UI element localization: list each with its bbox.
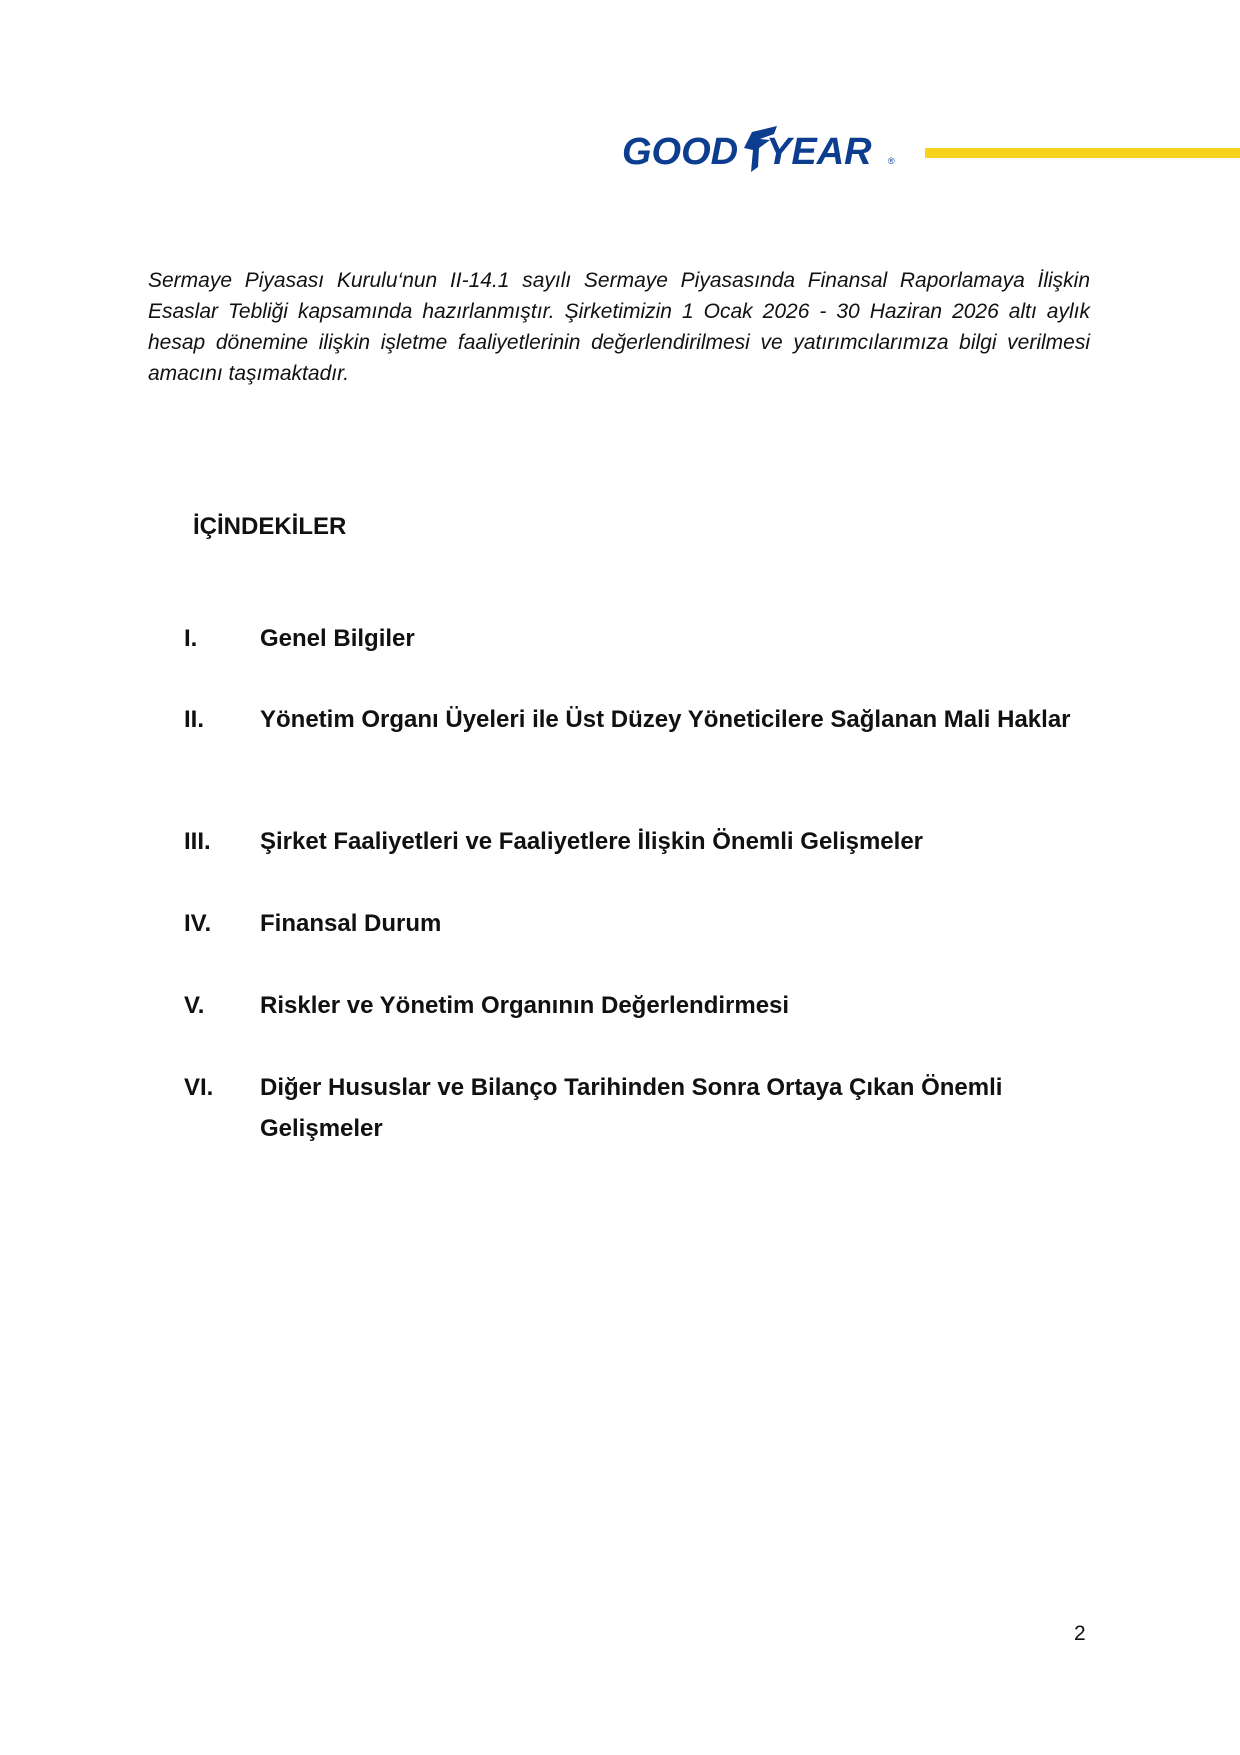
toc-item-2 bbox=[184, 699, 1084, 740]
toc-item-number: VI. bbox=[184, 1074, 214, 1101]
toc-item-label: Genel Bilgiler bbox=[260, 625, 415, 652]
toc-item-label: Yönetim Organı Üyeleri ile Üst Düzey Yöneticilere Sağlanan Mali Haklar bbox=[260, 706, 1071, 733]
toc-item-6 bbox=[184, 1067, 1084, 1149]
toc-item-number: III. bbox=[184, 828, 211, 855]
logo-left: GOOD bbox=[622, 131, 739, 173]
toc-item-label: Diğer Hususlar ve Bilanço Tarihinden Sonra Ortaya Çıkan Önemli Gelişmeler bbox=[260, 1074, 1003, 1142]
toc-item-label: Şirket Faaliyetleri ve Faaliyetlere İlişkin Önemli Gelişmeler bbox=[260, 828, 924, 855]
toc-item-5 bbox=[184, 985, 1084, 1026]
toc-item-number: I. bbox=[184, 625, 198, 652]
goodyear-logo bbox=[622, 122, 897, 182]
yellow-accent-bar bbox=[925, 148, 1240, 158]
logo-right: YEAR bbox=[766, 131, 872, 173]
toc-item-label: Riskler ve Yönetim Organının Değerlendirmesi bbox=[260, 992, 790, 1019]
registered-mark: ® bbox=[888, 156, 895, 166]
toc-item-4 bbox=[184, 903, 1084, 944]
toc-title: İÇİNDEKİLER bbox=[193, 513, 347, 540]
toc-item-number: II. bbox=[184, 706, 205, 733]
toc-item-1 bbox=[184, 618, 1084, 659]
toc-item-label: Finansal Durum bbox=[260, 910, 442, 937]
intro-paragraph: Sermaye Piyasası Kurulu‘nun II-14.1 sayılı Sermaye Piyasasında Finansal Raporlamaya İlişkin Esaslar Tebliği kapsamında hazırlanmıştır. Şirketimizin 1 Ocak 2026 - 30 Haziran 2026 altı aylık hesap dönemine ilişkin işletme faaliyetlerinin değerlendirilmesi ve yatırımcılarımıza bilgi verilmesi amacını taşımaktadır. bbox=[148, 269, 1090, 385]
page-number: 2 bbox=[1074, 1622, 1086, 1645]
toc-item-number: IV. bbox=[184, 910, 212, 937]
toc-item-3 bbox=[184, 821, 1084, 862]
toc-item-number: V. bbox=[184, 992, 205, 1019]
